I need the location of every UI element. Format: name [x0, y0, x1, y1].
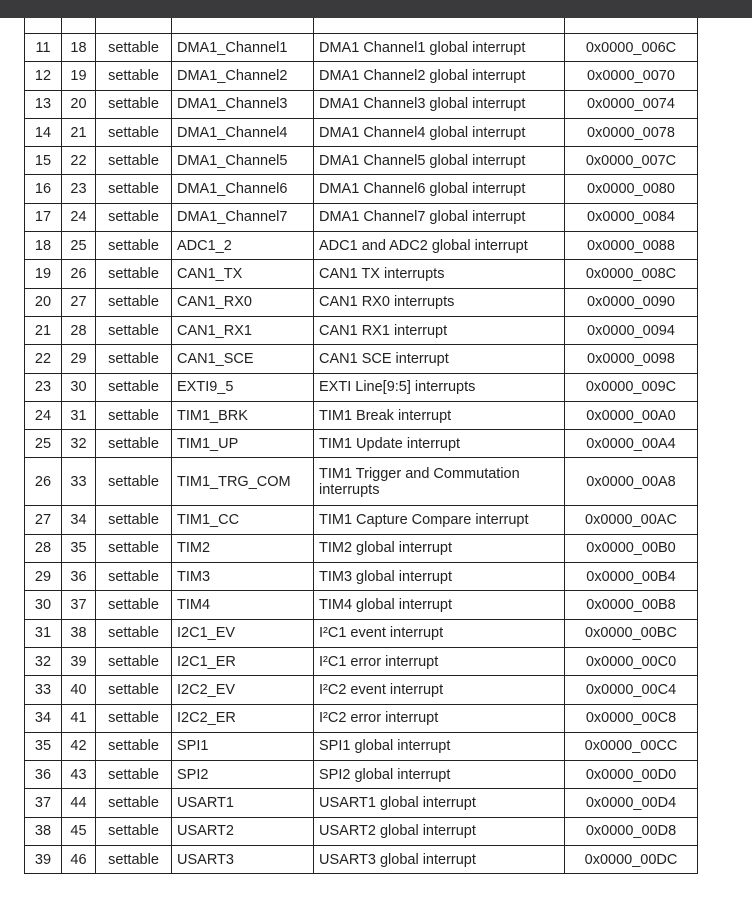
type-cell: settable: [96, 90, 172, 118]
irq-cell: 27: [25, 506, 62, 534]
irq-cell: 24: [25, 401, 62, 429]
priority-cell: 22: [62, 147, 96, 175]
acronym-cell: TIM4: [172, 591, 314, 619]
address-cell: 0x0000_0088: [565, 232, 698, 260]
priority-cell: 20: [62, 90, 96, 118]
irq-cell: 21: [25, 316, 62, 344]
table-row: [25, 373, 698, 401]
table-row: [25, 260, 698, 288]
table-row: [25, 345, 698, 373]
table-row: [25, 761, 698, 789]
address-cell: 0x0000_00D0: [565, 761, 698, 789]
irq-cell: 34: [25, 704, 62, 732]
acronym-cell: USART3: [172, 846, 314, 874]
priority-cell: 19: [62, 62, 96, 90]
table-row: [25, 647, 698, 675]
table-row: [25, 316, 698, 344]
acronym-cell: DMA1_Channel7: [172, 203, 314, 231]
description-cell: TIM2 global interrupt: [314, 534, 565, 562]
table-row: [25, 534, 698, 562]
address-cell: 0x0000_00C4: [565, 676, 698, 704]
acronym-cell: TIM3: [172, 563, 314, 591]
irq-cell: 37: [25, 789, 62, 817]
acronym-cell: USART1: [172, 789, 314, 817]
type-cell: settable: [96, 563, 172, 591]
priority-cell: 41: [62, 704, 96, 732]
irq-cell: 25: [25, 430, 62, 458]
description-cell: TIM1 Trigger and Commutation interrupts: [314, 458, 565, 506]
acronym-cell: I2C2_ER: [172, 704, 314, 732]
description-cell: TIM4 global interrupt: [314, 591, 565, 619]
table-row: [25, 591, 698, 619]
type-cell: settable: [96, 203, 172, 231]
address-cell: 0x0000_00CC: [565, 732, 698, 760]
type-cell: settable: [96, 846, 172, 874]
acronym-cell: CAN1_TX: [172, 260, 314, 288]
type-cell: settable: [96, 789, 172, 817]
priority-cell: 38: [62, 619, 96, 647]
type-cell: settable: [96, 288, 172, 316]
description-cell: TIM1 Break interrupt: [314, 401, 565, 429]
description-cell: DMA1 Channel3 global interrupt: [314, 90, 565, 118]
irq-cell: 31: [25, 619, 62, 647]
type-cell: settable: [96, 345, 172, 373]
address-cell: 0x0000_00C8: [565, 704, 698, 732]
type-cell: settable: [96, 147, 172, 175]
table-row: [25, 506, 698, 534]
type-cell: settable: [96, 373, 172, 401]
priority-cell: 23: [62, 175, 96, 203]
description-cell: I²C2 event interrupt: [314, 676, 565, 704]
acronym-cell: TIM1_TRG_COM: [172, 458, 314, 506]
header-cell: [62, 18, 96, 34]
address-cell: 0x0000_00A4: [565, 430, 698, 458]
irq-cell: 22: [25, 345, 62, 373]
address-cell: 0x0000_0094: [565, 316, 698, 344]
address-cell: 0x0000_006C: [565, 34, 698, 62]
table-row: [25, 732, 698, 760]
description-cell: CAN1 RX0 interrupts: [314, 288, 565, 316]
irq-cell: 18: [25, 232, 62, 260]
description-cell: CAN1 RX1 interrupt: [314, 316, 565, 344]
type-cell: settable: [96, 732, 172, 760]
irq-cell: 38: [25, 817, 62, 845]
table-row: [25, 288, 698, 316]
address-cell: 0x0000_00C0: [565, 647, 698, 675]
irq-cell: 12: [25, 62, 62, 90]
priority-cell: 42: [62, 732, 96, 760]
table-row: [25, 619, 698, 647]
priority-cell: 43: [62, 761, 96, 789]
header-cell: [172, 18, 314, 34]
irq-cell: 17: [25, 203, 62, 231]
description-cell: I²C2 error interrupt: [314, 704, 565, 732]
irq-cell: 15: [25, 147, 62, 175]
acronym-cell: TIM1_CC: [172, 506, 314, 534]
description-cell: DMA1 Channel6 global interrupt: [314, 175, 565, 203]
table-row: [25, 175, 698, 203]
description-cell: TIM1 Update interrupt: [314, 430, 565, 458]
acronym-cell: TIM1_BRK: [172, 401, 314, 429]
acronym-cell: USART2: [172, 817, 314, 845]
acronym-cell: DMA1_Channel1: [172, 34, 314, 62]
priority-cell: 39: [62, 647, 96, 675]
header-cell: [565, 18, 698, 34]
address-cell: 0x0000_00BC: [565, 619, 698, 647]
address-cell: 0x0000_009C: [565, 373, 698, 401]
irq-cell: 26: [25, 458, 62, 506]
address-cell: 0x0000_00A0: [565, 401, 698, 429]
acronym-cell: DMA1_Channel3: [172, 90, 314, 118]
description-cell: DMA1 Channel2 global interrupt: [314, 62, 565, 90]
table-row: [25, 118, 698, 146]
header-cell: [25, 18, 62, 34]
priority-cell: 28: [62, 316, 96, 344]
irq-cell: 29: [25, 563, 62, 591]
acronym-cell: ADC1_2: [172, 232, 314, 260]
type-cell: settable: [96, 817, 172, 845]
type-cell: settable: [96, 591, 172, 619]
table-row: [25, 676, 698, 704]
description-cell: CAN1 TX interrupts: [314, 260, 565, 288]
irq-cell: 14: [25, 118, 62, 146]
priority-cell: 25: [62, 232, 96, 260]
irq-cell: 19: [25, 260, 62, 288]
address-cell: 0x0000_0080: [565, 175, 698, 203]
irq-cell: 39: [25, 846, 62, 874]
type-cell: settable: [96, 761, 172, 789]
table-row: [25, 846, 698, 874]
priority-cell: 21: [62, 118, 96, 146]
address-cell: 0x0000_0070: [565, 62, 698, 90]
type-cell: settable: [96, 62, 172, 90]
table-row: [25, 789, 698, 817]
type-cell: settable: [96, 175, 172, 203]
description-cell: USART3 global interrupt: [314, 846, 565, 874]
acronym-cell: DMA1_Channel5: [172, 147, 314, 175]
priority-cell: 31: [62, 401, 96, 429]
address-cell: 0x0000_0090: [565, 288, 698, 316]
address-cell: 0x0000_00A8: [565, 458, 698, 506]
description-cell: SPI1 global interrupt: [314, 732, 565, 760]
address-cell: 0x0000_00B0: [565, 534, 698, 562]
irq-cell: 28: [25, 534, 62, 562]
address-cell: 0x0000_00D4: [565, 789, 698, 817]
type-cell: settable: [96, 704, 172, 732]
header-cell: [314, 18, 565, 34]
address-cell: 0x0000_0078: [565, 118, 698, 146]
priority-cell: 32: [62, 430, 96, 458]
description-cell: DMA1 Channel1 global interrupt: [314, 34, 565, 62]
priority-cell: 45: [62, 817, 96, 845]
description-cell: EXTI Line[9:5] interrupts: [314, 373, 565, 401]
irq-cell: 33: [25, 676, 62, 704]
type-cell: settable: [96, 401, 172, 429]
acronym-cell: SPI1: [172, 732, 314, 760]
type-cell: settable: [96, 458, 172, 506]
irq-cell: 23: [25, 373, 62, 401]
table-row: [25, 232, 698, 260]
description-cell: TIM3 global interrupt: [314, 563, 565, 591]
acronym-cell: TIM1_UP: [172, 430, 314, 458]
header-cell: [96, 18, 172, 34]
description-cell: I²C1 event interrupt: [314, 619, 565, 647]
address-cell: 0x0000_00D8: [565, 817, 698, 845]
type-cell: settable: [96, 316, 172, 344]
type-cell: settable: [96, 34, 172, 62]
acronym-cell: CAN1_RX1: [172, 316, 314, 344]
priority-cell: 37: [62, 591, 96, 619]
irq-cell: 32: [25, 647, 62, 675]
address-cell: 0x0000_0074: [565, 90, 698, 118]
address-cell: 0x0000_00AC: [565, 506, 698, 534]
table-row: [25, 401, 698, 429]
priority-cell: 18: [62, 34, 96, 62]
table-row: [25, 817, 698, 845]
irq-cell: 20: [25, 288, 62, 316]
address-cell: 0x0000_00B8: [565, 591, 698, 619]
type-cell: settable: [96, 619, 172, 647]
acronym-cell: CAN1_SCE: [172, 345, 314, 373]
priority-cell: 46: [62, 846, 96, 874]
table-row: [25, 430, 698, 458]
priority-cell: 34: [62, 506, 96, 534]
address-cell: 0x0000_00B4: [565, 563, 698, 591]
priority-cell: 44: [62, 789, 96, 817]
description-cell: I²C1 error interrupt: [314, 647, 565, 675]
viewer-toolbar: [0, 0, 752, 18]
table-header-row: [25, 18, 698, 34]
irq-cell: 11: [25, 34, 62, 62]
acronym-cell: I2C1_EV: [172, 619, 314, 647]
priority-cell: 27: [62, 288, 96, 316]
table-row: [25, 147, 698, 175]
priority-cell: 33: [62, 458, 96, 506]
type-cell: settable: [96, 260, 172, 288]
address-cell: 0x0000_0084: [565, 203, 698, 231]
description-cell: USART1 global interrupt: [314, 789, 565, 817]
description-cell: ADC1 and ADC2 global interrupt: [314, 232, 565, 260]
table-row: [25, 203, 698, 231]
acronym-cell: DMA1_Channel6: [172, 175, 314, 203]
type-cell: settable: [96, 118, 172, 146]
priority-cell: 30: [62, 373, 96, 401]
irq-cell: 13: [25, 90, 62, 118]
acronym-cell: I2C2_EV: [172, 676, 314, 704]
vector-table: [24, 18, 698, 874]
description-cell: USART2 global interrupt: [314, 817, 565, 845]
type-cell: settable: [96, 506, 172, 534]
description-cell: SPI2 global interrupt: [314, 761, 565, 789]
type-cell: settable: [96, 430, 172, 458]
address-cell: 0x0000_007C: [565, 147, 698, 175]
acronym-cell: DMA1_Channel2: [172, 62, 314, 90]
type-cell: settable: [96, 647, 172, 675]
description-cell: DMA1 Channel5 global interrupt: [314, 147, 565, 175]
description-cell: CAN1 SCE interrupt: [314, 345, 565, 373]
acronym-cell: SPI2: [172, 761, 314, 789]
table-row: [25, 62, 698, 90]
table-row: [25, 90, 698, 118]
priority-cell: 36: [62, 563, 96, 591]
description-cell: DMA1 Channel4 global interrupt: [314, 118, 565, 146]
table-row: [25, 458, 698, 506]
acronym-cell: DMA1_Channel4: [172, 118, 314, 146]
priority-cell: 35: [62, 534, 96, 562]
priority-cell: 26: [62, 260, 96, 288]
address-cell: 0x0000_00DC: [565, 846, 698, 874]
priority-cell: 29: [62, 345, 96, 373]
table-row: [25, 34, 698, 62]
address-cell: 0x0000_008C: [565, 260, 698, 288]
irq-cell: 16: [25, 175, 62, 203]
description-cell: TIM1 Capture Compare interrupt: [314, 506, 565, 534]
type-cell: settable: [96, 232, 172, 260]
address-cell: 0x0000_0098: [565, 345, 698, 373]
priority-cell: 40: [62, 676, 96, 704]
acronym-cell: TIM2: [172, 534, 314, 562]
acronym-cell: I2C1_ER: [172, 647, 314, 675]
table-row: [25, 563, 698, 591]
type-cell: settable: [96, 534, 172, 562]
description-cell: DMA1 Channel7 global interrupt: [314, 203, 565, 231]
type-cell: settable: [96, 676, 172, 704]
acronym-cell: CAN1_RX0: [172, 288, 314, 316]
irq-cell: 36: [25, 761, 62, 789]
priority-cell: 24: [62, 203, 96, 231]
table-row: [25, 704, 698, 732]
irq-cell: 35: [25, 732, 62, 760]
acronym-cell: EXTI9_5: [172, 373, 314, 401]
irq-cell: 30: [25, 591, 62, 619]
